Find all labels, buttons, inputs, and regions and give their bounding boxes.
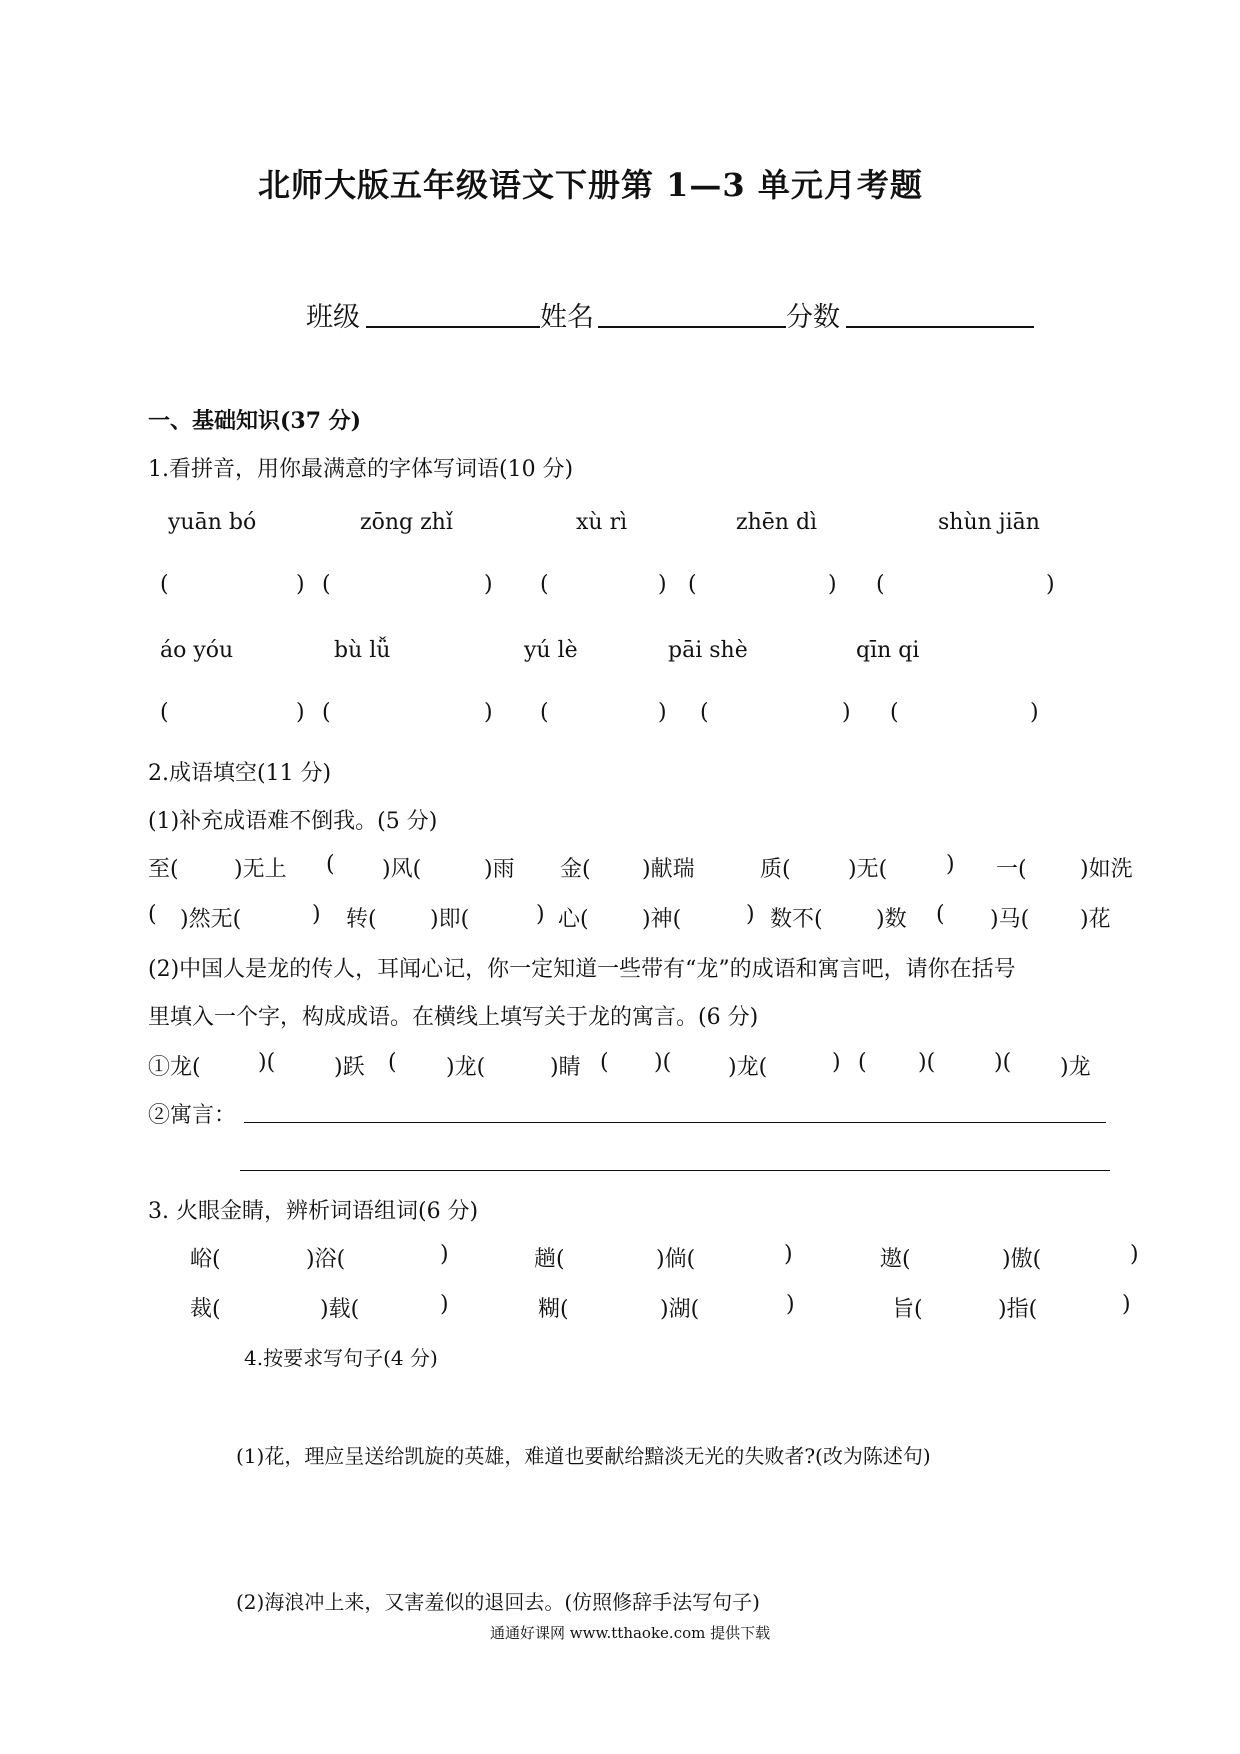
name-blank[interactable] <box>598 326 786 328</box>
dragon-idiom-fragment: ①龙( <box>148 1055 201 1080</box>
idiom-fragment: )神( <box>642 907 682 932</box>
idiom-fragment: )即( <box>430 907 470 932</box>
idiom-fragment: )花 <box>1080 907 1111 932</box>
answer-paren-close: ) <box>658 700 667 725</box>
word-fragment: )浴( <box>306 1247 346 1272</box>
question-4-1-text: (1)花，理应呈送给凯旋的英雄，难道也要献给黯淡无光的失败者?(改为陈述句) <box>236 1444 931 1468</box>
question-4-title: 4.按要求写句子(4 分) <box>244 1346 438 1370</box>
answer-paren-open[interactable]: ( <box>700 700 709 725</box>
idiom-fragment: )雨 <box>484 857 515 882</box>
word-fragment: )载( <box>320 1297 360 1322</box>
dragon-idiom-fragment: ( <box>388 1050 397 1075</box>
word-fragment: 趟( <box>534 1247 565 1272</box>
pinyin: áo yóu <box>160 638 234 663</box>
idiom-fragment: 质( <box>760 857 791 882</box>
answer-paren-open[interactable]: ( <box>322 572 331 597</box>
dragon-idiom-fragment: )睛 <box>550 1055 581 1080</box>
dragon-idiom-fragment: )龙( <box>446 1055 486 1080</box>
idiom-fragment: )风( <box>382 857 422 882</box>
answer-paren-open[interactable]: ( <box>688 572 697 597</box>
dragon-idiom-fragment: )( <box>654 1050 672 1075</box>
word-fragment: 糊( <box>538 1297 569 1322</box>
fable-answer-line[interactable] <box>240 1170 1110 1171</box>
dragon-idiom-fragment: ) <box>832 1050 841 1075</box>
idiom-fragment: ) <box>312 902 321 927</box>
idiom-fragment: )马( <box>990 907 1030 932</box>
answer-paren-open[interactable]: ( <box>540 572 549 597</box>
question-2-2-text: (2)中国人是龙的传人，耳闻心记，你一定知道一些带有“龙”的成语和寓言吧，请你在括号 <box>148 957 1016 982</box>
pinyin: zōng zhǐ <box>360 510 453 535</box>
pinyin: shùn jiān <box>938 510 1040 535</box>
idiom-fragment: )然无( <box>180 907 242 932</box>
dragon-idiom-fragment: ( <box>858 1050 867 1075</box>
answer-paren-open[interactable]: ( <box>322 700 331 725</box>
pinyin: qīn qi <box>856 638 920 663</box>
word-fragment: )指( <box>998 1297 1038 1322</box>
name-label: 姓名 <box>540 302 594 333</box>
answer-paren-close: ) <box>842 700 851 725</box>
fable-label: ②寓言： <box>148 1103 237 1128</box>
score-label: 分数 <box>786 302 840 333</box>
answer-paren-open[interactable]: ( <box>160 572 169 597</box>
word-fragment: )倘( <box>656 1247 696 1272</box>
idiom-fragment: )献瑞 <box>642 857 695 882</box>
question-2-title: 2.成语填空(11 分) <box>148 761 332 786</box>
word-fragment: ) <box>786 1292 795 1317</box>
answer-paren-close: ) <box>484 700 493 725</box>
pinyin: zhēn dì <box>736 510 818 535</box>
word-fragment: ) <box>440 1292 449 1317</box>
question-4-2-text: (2)海浪冲上来，又害羞似的退回去。(仿照修辞手法写句子) <box>236 1590 760 1614</box>
idiom-fragment: 一( <box>996 857 1027 882</box>
question-2-2-text: 里填入一个字，构成成语。在横线上填写关于龙的寓言。(6 分) <box>148 1005 759 1030</box>
answer-paren-close: ) <box>296 572 305 597</box>
dragon-idiom-fragment: ( <box>600 1050 609 1075</box>
answer-paren-close: ) <box>296 700 305 725</box>
word-fragment: ) <box>440 1242 449 1267</box>
word-fragment: 遨( <box>880 1247 911 1272</box>
pinyin: xù rì <box>576 510 628 535</box>
dragon-idiom-fragment: )( <box>918 1050 936 1075</box>
word-fragment: )傲( <box>1002 1247 1042 1272</box>
answer-paren-open[interactable]: ( <box>890 700 899 725</box>
dragon-idiom-fragment: )龙 <box>1060 1055 1091 1080</box>
idiom-fragment: )无( <box>848 857 888 882</box>
question-1-title: 1.看拼音，用你最满意的字体写词语(10 分) <box>148 457 574 482</box>
pinyin: yú lè <box>524 638 578 663</box>
idiom-fragment: 至( <box>148 857 179 882</box>
fable-answer-line[interactable] <box>244 1122 1106 1123</box>
dragon-idiom-fragment: )( <box>994 1050 1012 1075</box>
class-blank[interactable] <box>366 326 540 328</box>
idiom-fragment: ( <box>326 852 335 877</box>
dragon-idiom-fragment: )( <box>258 1050 276 1075</box>
question-2-1-title: (1)补充成语难不倒我。(5 分) <box>148 809 438 834</box>
answer-paren-close: ) <box>484 572 493 597</box>
word-fragment: ) <box>1130 1242 1139 1267</box>
exam-title: 北师大版五年级语文下册第 1—3 单元月考题 <box>258 166 923 204</box>
idiom-fragment: ) <box>746 902 755 927</box>
idiom-fragment: ) <box>536 902 545 927</box>
word-fragment: 旨( <box>892 1297 923 1322</box>
answer-paren-open[interactable]: ( <box>876 572 885 597</box>
answer-paren-open[interactable]: ( <box>160 700 169 725</box>
dragon-idiom-fragment: )跃 <box>334 1055 365 1080</box>
class-label: 班级 <box>306 302 360 333</box>
answer-paren-close: ) <box>1030 700 1039 725</box>
idiom-fragment: 转( <box>346 907 377 932</box>
idiom-fragment: )数 <box>876 907 907 932</box>
pinyin: pāi shè <box>668 638 748 663</box>
idiom-fragment: ( <box>936 902 945 927</box>
idiom-fragment: 金( <box>560 857 591 882</box>
idiom-fragment: ) <box>946 852 955 877</box>
answer-paren-close: ) <box>1046 572 1055 597</box>
score-blank[interactable] <box>846 326 1034 328</box>
word-fragment: 裁( <box>190 1297 221 1322</box>
word-fragment: )湖( <box>660 1297 700 1322</box>
dragon-idiom-fragment: )龙( <box>728 1055 768 1080</box>
answer-paren-close: ) <box>828 572 837 597</box>
answer-paren-close: ) <box>658 572 667 597</box>
idiom-fragment: )无上 <box>234 857 287 882</box>
answer-paren-open[interactable]: ( <box>540 700 549 725</box>
pinyin: yuān bó <box>168 510 257 535</box>
pinyin: bù lǚ <box>334 638 391 663</box>
idiom-fragment: )如洗 <box>1080 857 1133 882</box>
section-title: 一、基础知识(37 分) <box>148 408 362 434</box>
word-fragment: ) <box>784 1242 793 1267</box>
word-fragment: ) <box>1122 1292 1131 1317</box>
idiom-fragment: 数不( <box>770 907 823 932</box>
idiom-fragment: ( <box>148 902 157 927</box>
footer-credit: 通通好课网 www.tthaoke.com 提供下载 <box>490 1624 771 1642</box>
word-fragment: 峪( <box>190 1247 221 1272</box>
idiom-fragment: 心( <box>558 907 589 932</box>
question-3-title: 3. 火眼金睛，辨析词语组词(6 分) <box>148 1199 479 1224</box>
